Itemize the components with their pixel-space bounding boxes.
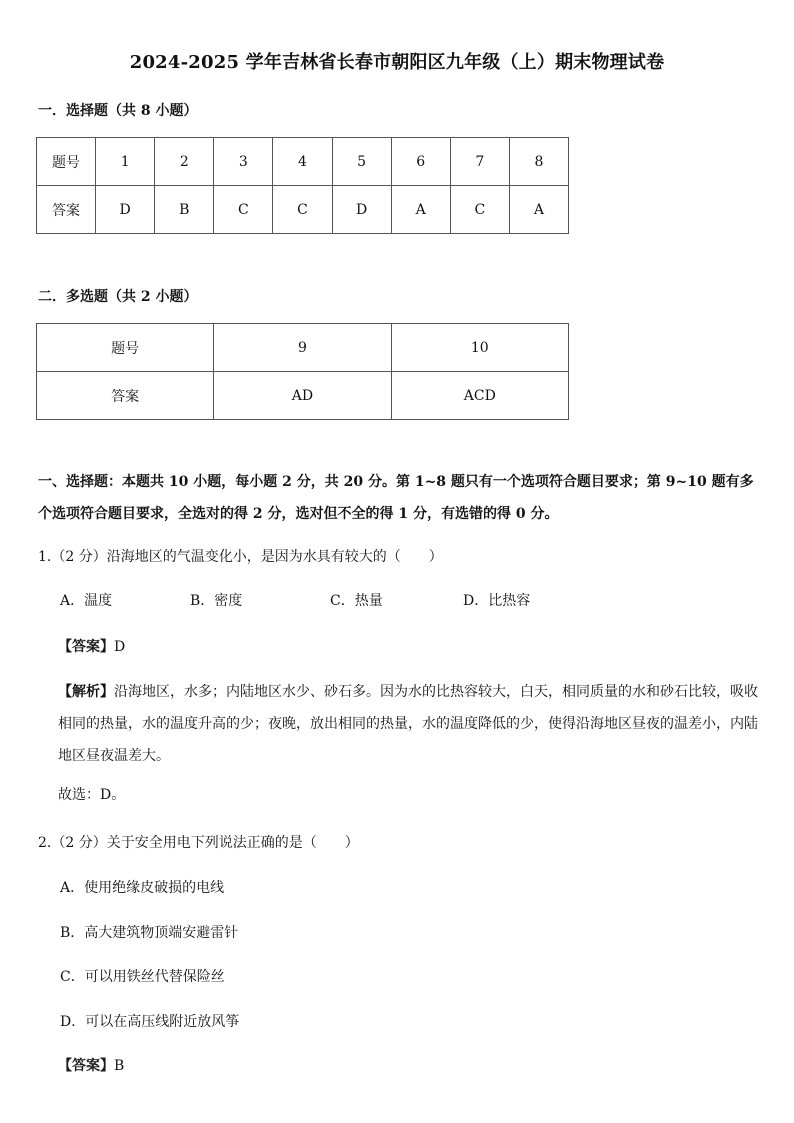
question-number-cell: 8 bbox=[509, 138, 568, 186]
explain-tag: 【解析】 bbox=[58, 684, 114, 700]
table-row bbox=[37, 372, 569, 420]
option-a: A．使用绝缘皮破损的电线 bbox=[60, 880, 225, 896]
question-2-stem: 2.（2 分）关于安全用电下列说法正确的是（ ） bbox=[38, 835, 359, 851]
answer-cell: C bbox=[450, 186, 509, 234]
question-number-cell: 7 bbox=[450, 138, 509, 186]
section-instructions: 一、选择题：本题共 10 小题，每小题 2 分，共 20 分。第 1~8 题只有一个选项符合题目要求；第 9~10 题有多个选项符合题目要求，全选对的得 2 分，选对但不全的得 1 分，有选错的得 0 分。 bbox=[38, 474, 754, 522]
question-2-answer bbox=[58, 1055, 124, 1075]
question-number-cell: 10 bbox=[391, 324, 568, 372]
answer-cell: D bbox=[332, 186, 391, 234]
question-1-choice: 故选：D。 bbox=[58, 787, 126, 803]
table-header-cell: 题号 bbox=[37, 138, 96, 186]
answer-cell: AD bbox=[214, 372, 391, 420]
question-number-cell: 4 bbox=[273, 138, 332, 186]
question-number-cell: 2 bbox=[155, 138, 214, 186]
table-header-cell: 答案 bbox=[37, 372, 214, 420]
table-row bbox=[37, 186, 569, 234]
question-number-cell: 1 bbox=[96, 138, 155, 186]
section2-heading: 二．多选题（共 2 小题） bbox=[38, 289, 198, 305]
answer-cell: C bbox=[273, 186, 332, 234]
answer-table-single-choice bbox=[36, 137, 569, 234]
table-header-cell: 题号 bbox=[37, 324, 214, 372]
option-b: B．密度 bbox=[190, 593, 243, 609]
answer-cell: A bbox=[391, 186, 450, 234]
table-row bbox=[37, 324, 569, 372]
answer-cell: C bbox=[214, 186, 273, 234]
option-a: A．温度 bbox=[60, 593, 113, 609]
option-c: C．热量 bbox=[330, 593, 383, 609]
table-row bbox=[37, 138, 569, 186]
answer-cell: A bbox=[509, 186, 568, 234]
answer-cell: B bbox=[155, 186, 214, 234]
explain-text: 沿海地区，水多；内陆地区水少、砂石多。因为水的比热容较大，白天，相同质量的水和砂石比较，吸收相同的热量，水的温度升高的少；夜晚，放出相同的热量，水的温度降低的少，使得沿海地区昼夜的温差小，内陆地区昼夜温差大。 bbox=[58, 684, 758, 764]
answer-table-multi-choice bbox=[36, 323, 569, 420]
question-number-cell: 3 bbox=[214, 138, 273, 186]
option-d: D．比热容 bbox=[463, 593, 531, 609]
question-1-stem: 1.（2 分）沿海地区的气温变化小，是因为水具有较大的（ ） bbox=[38, 549, 443, 565]
question-1-answer bbox=[58, 636, 125, 656]
question-number-cell: 9 bbox=[214, 324, 391, 372]
answer-value: D bbox=[114, 639, 126, 655]
answer-tag: 【答案】 bbox=[58, 639, 114, 655]
answer-value: B bbox=[114, 1058, 125, 1074]
option-d: D．可以在高压线附近放风筝 bbox=[60, 1014, 240, 1030]
answer-tag: 【答案】 bbox=[58, 1058, 114, 1074]
question-number-cell: 6 bbox=[391, 138, 450, 186]
answer-cell: ACD bbox=[391, 372, 568, 420]
question-1-explanation bbox=[58, 676, 758, 772]
option-b: B．高大建筑物顶端安避雷针 bbox=[60, 925, 239, 941]
answer-cell: D bbox=[96, 186, 155, 234]
option-c: C．可以用铁丝代替保险丝 bbox=[60, 969, 225, 985]
question-number-cell: 5 bbox=[332, 138, 391, 186]
section1-heading: 一．选择题（共 8 小题） bbox=[38, 103, 198, 119]
document-title: 2024-2025 学年吉林省长春市朝阳区九年级（上）期末物理试卷 bbox=[129, 52, 665, 73]
table-header-cell: 答案 bbox=[37, 186, 96, 234]
